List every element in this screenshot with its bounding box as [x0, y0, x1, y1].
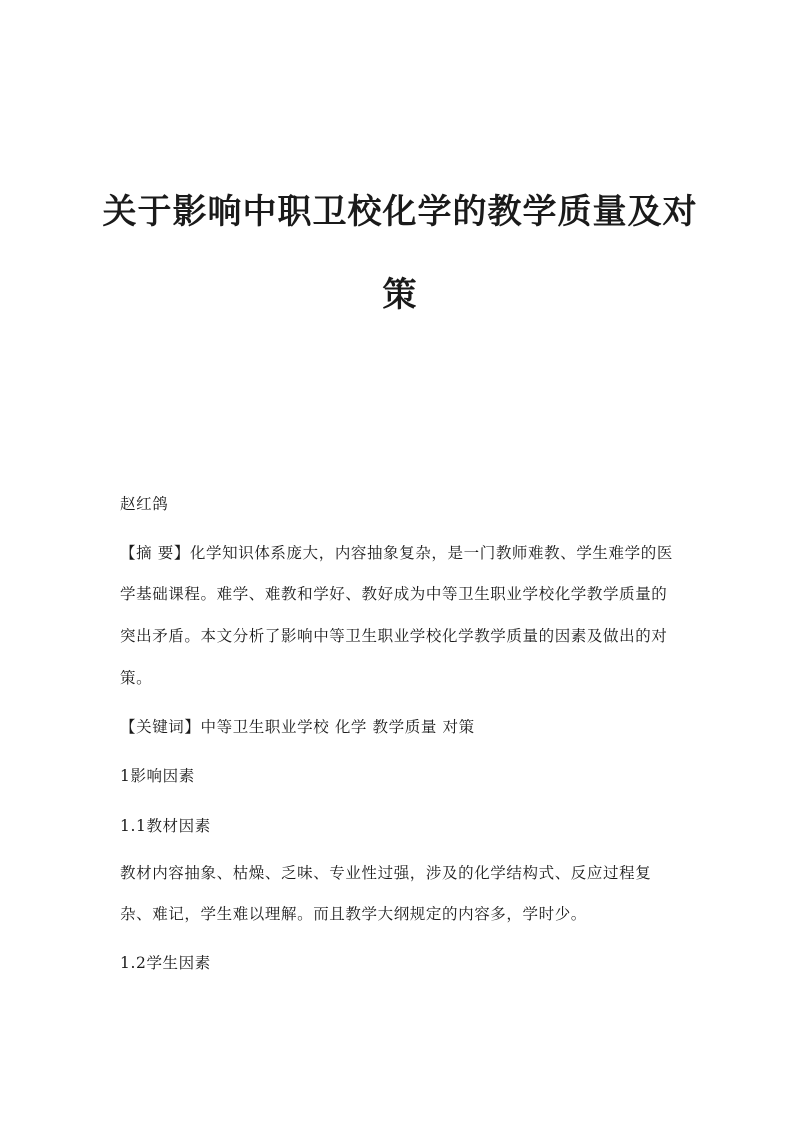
document-title-line-1: 关于影响中职卫校化学的教学质量及对 [102, 192, 698, 232]
keywords-line: 【关键词】中等卫生职业学校 化学 教学质量 对策 [120, 718, 475, 736]
abstract-line: 学基础课程。难学、难教和学好、教好成为中等卫生职业学校化学教学质量的 [120, 585, 668, 603]
body-paragraph-line: 教材内容抽象、枯燥、乏味、专业性过强，涉及的化学结构式、反应过程复 [120, 864, 652, 882]
document-title-line-2: 策 [382, 275, 418, 315]
abstract-line: 【摘 要】化学知识体系庞大，内容抽象复杂，是一门教师难教、学生难学的医 [120, 544, 673, 562]
abstract-line: 突出矛盾。本文分析了影响中等卫生职业学校化学教学质量的因素及做出的对 [120, 627, 668, 645]
section-heading-1-1: 1.1教材因素 [120, 817, 211, 835]
section-heading-1-2: 1.2学生因素 [120, 954, 211, 972]
section-heading-1: 1影响因素 [120, 767, 195, 785]
body-paragraph-line: 杂、难记，学生难以理解。而且教学大纲规定的内容多，学时少。 [120, 905, 587, 923]
abstract-line: 策。 [120, 669, 153, 687]
author-name: 赵红鸽 [120, 495, 169, 513]
